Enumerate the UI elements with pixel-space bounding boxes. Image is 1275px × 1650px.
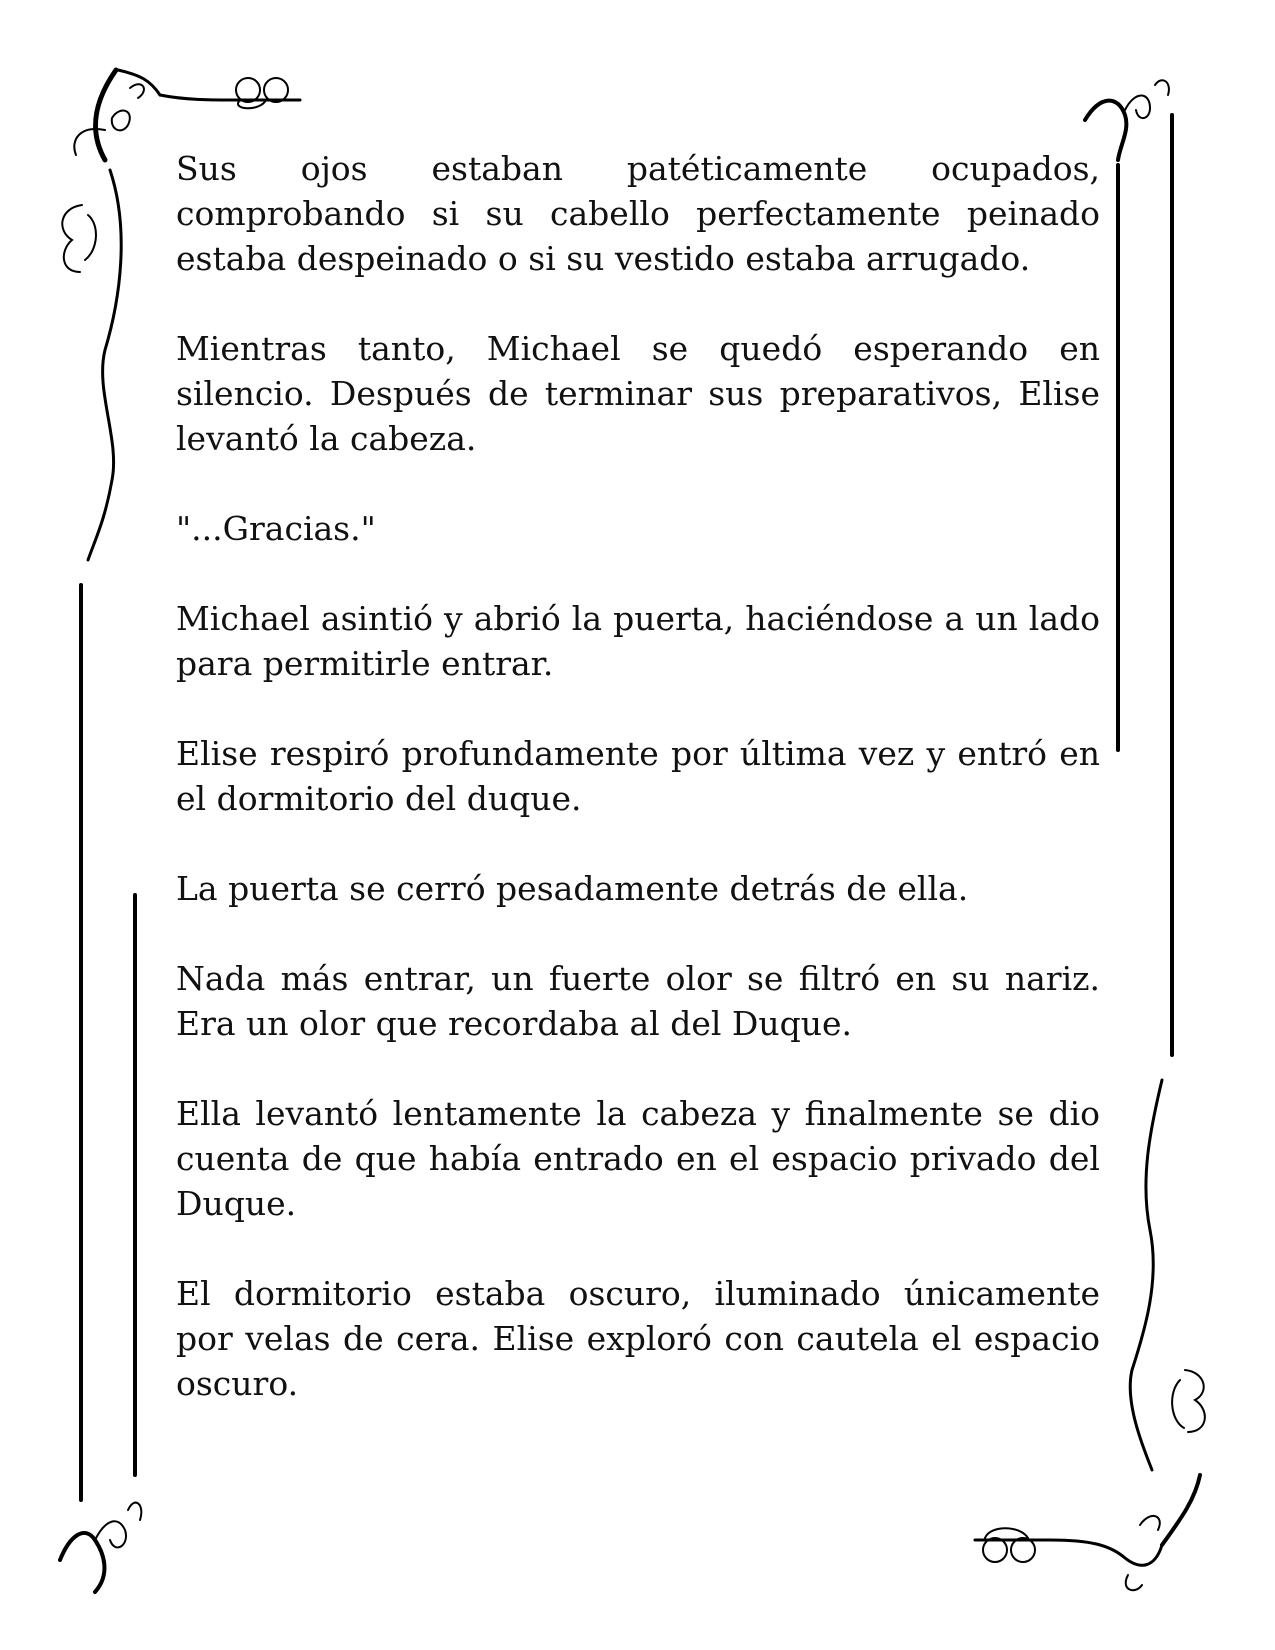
paragraph: Michael asintió y abrió la puerta, haciéndose a un lado para permitirle entrar. — [176, 599, 1100, 683]
story-text — [176, 146, 1100, 1451]
paragraph: "...Gracias." — [176, 509, 376, 548]
paragraph: El dormitorio estaba oscuro, iluminado únicamente por velas de cera. Elise exploró con cautela el espacio oscuro. — [176, 1274, 1100, 1403]
paragraph: Sus ojos estaban patéticamente ocupados, comprobando si su cabello perfectamente peinado estaba despeinado o si su vestido estaba arrugado. — [176, 149, 1100, 278]
paragraph: Nada más entrar, un fuerte olor se filtró en su nariz. Era un olor que recordaba al del Duque. — [176, 959, 1100, 1043]
paragraph: Mientras tanto, Michael se quedó esperando en silencio. Después de terminar sus preparativos, Elise levantó la cabeza. — [176, 329, 1100, 458]
paragraph: Elise respiró profundamente por última vez y entró en el dormitorio del duque. — [176, 734, 1100, 818]
right-swirl-stroke — [1130, 1080, 1205, 1470]
left-swirl-stroke — [62, 170, 121, 560]
paragraph: La puerta se cerró pesadamente detrás de ella. — [176, 869, 969, 908]
paragraph: Ella levantó lentamente la cabeza y finalmente se dio cuenta de que había entrado en el espacio privado del Duque. — [176, 1094, 1100, 1223]
bottom-left-flourish — [60, 1503, 141, 1592]
bottom-right-flourish — [975, 1475, 1200, 1590]
